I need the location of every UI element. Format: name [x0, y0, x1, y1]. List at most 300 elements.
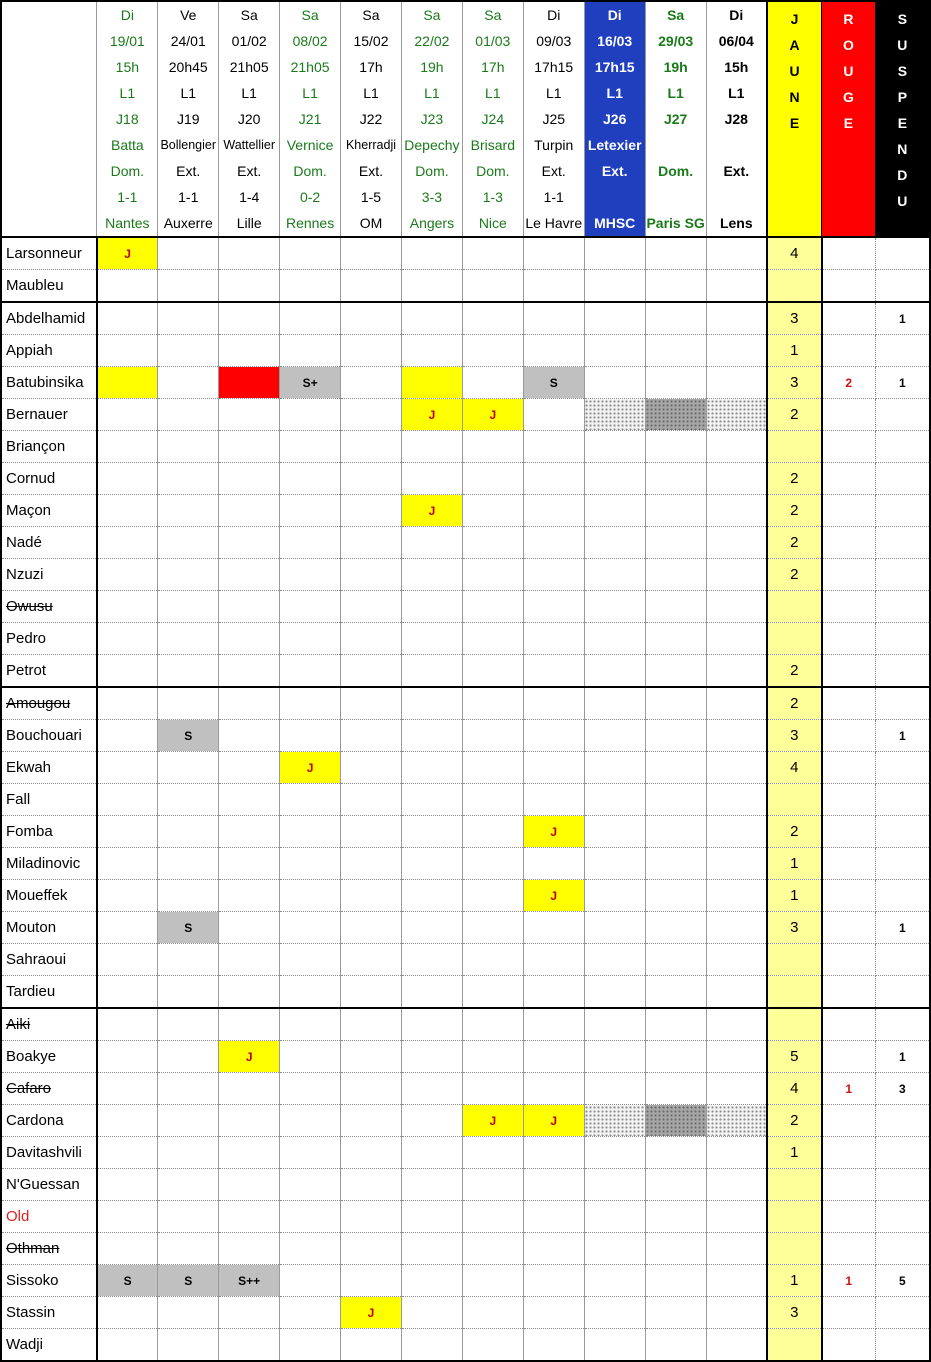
player-row [1, 976, 930, 1009]
card-cell [584, 1233, 645, 1265]
card-cell [341, 816, 402, 848]
suspension-count [875, 463, 930, 495]
player-row [1, 1105, 930, 1137]
card-cell [280, 431, 341, 463]
card-cell [158, 1137, 219, 1169]
card-cell [401, 302, 462, 335]
card-cell: J [462, 399, 523, 431]
card-cell [706, 976, 767, 1009]
card-cell [523, 1297, 584, 1329]
match-comp: L1 [401, 80, 462, 106]
player-row [1, 1265, 930, 1297]
match-time: 17h15 [584, 54, 645, 80]
player-row [1, 1329, 930, 1362]
player-name: Petrot [1, 655, 97, 688]
card-cell [341, 655, 402, 688]
card-cell [280, 1265, 341, 1297]
suspension-count: 1 [875, 1041, 930, 1073]
match-comp: L1 [584, 80, 645, 106]
match-venue: Ext. [158, 158, 219, 184]
card-cell [584, 237, 645, 270]
card-cell [523, 591, 584, 623]
card-cell [584, 752, 645, 784]
card-cell [158, 816, 219, 848]
card-cell [645, 463, 706, 495]
card-cell [401, 623, 462, 655]
card-cell [341, 784, 402, 816]
card-cell [645, 399, 706, 431]
card-cell [341, 527, 402, 559]
card-cell [219, 527, 280, 559]
card-cell [401, 784, 462, 816]
rouge-column-header-letter: U [843, 63, 854, 79]
card-cell [341, 399, 402, 431]
card-cell [523, 848, 584, 880]
jaune-count [767, 944, 822, 976]
player-name: Fall [1, 784, 97, 816]
card-cell [97, 976, 158, 1009]
card-cell [219, 463, 280, 495]
card-cell [341, 944, 402, 976]
rouge-count [822, 1137, 876, 1169]
rouge-count [822, 1201, 876, 1233]
card-cell [523, 495, 584, 527]
player-name: Mouton [1, 912, 97, 944]
rouge-count [822, 784, 876, 816]
card-cell [280, 302, 341, 335]
card-cell [401, 1297, 462, 1329]
card-cell [158, 1073, 219, 1105]
match-referee: Brisard [462, 132, 523, 158]
card-cell [341, 367, 402, 399]
match-referee: Batta [97, 132, 158, 158]
card-cell [645, 687, 706, 720]
card-cell [401, 976, 462, 1009]
match-date: 09/03 [523, 28, 584, 54]
card-cell [523, 1265, 584, 1297]
card-cell [645, 976, 706, 1009]
card-cell [401, 1233, 462, 1265]
card-cell [462, 591, 523, 623]
card-cell [280, 912, 341, 944]
card-cell [219, 784, 280, 816]
jaune-count: 2 [767, 463, 822, 495]
match-day: Di [706, 1, 767, 28]
card-cell [219, 976, 280, 1009]
rouge-count [822, 944, 876, 976]
match-venue: Ext. [706, 158, 767, 184]
match-comp: L1 [462, 80, 523, 106]
jaune-count: 3 [767, 912, 822, 944]
rouge-count [822, 1008, 876, 1041]
card-cell [158, 623, 219, 655]
rouge-count [822, 527, 876, 559]
card-cell [462, 1041, 523, 1073]
card-cell [97, 880, 158, 912]
rouge-count [822, 1169, 876, 1201]
player-row [1, 912, 930, 944]
card-cell [706, 463, 767, 495]
card-cell [462, 784, 523, 816]
card-cell [219, 687, 280, 720]
player-row [1, 335, 930, 367]
player-name: Ekwah [1, 752, 97, 784]
card-cell [706, 431, 767, 463]
card-cell [219, 335, 280, 367]
card-cell [584, 1329, 645, 1362]
card-cell [401, 559, 462, 591]
card-cell [645, 1105, 706, 1137]
card-cell [401, 367, 462, 399]
card-cell [341, 1105, 402, 1137]
card-cell: J [401, 495, 462, 527]
jaune-count [767, 1233, 822, 1265]
player-name: Old [1, 1201, 97, 1233]
card-cell [97, 1041, 158, 1073]
suspension-count [875, 944, 930, 976]
card-cell [280, 270, 341, 303]
match-date: 01/03 [462, 28, 523, 54]
card-cell [401, 848, 462, 880]
player-row [1, 270, 930, 303]
match-venue: Ext. [341, 158, 402, 184]
jaune-count [767, 976, 822, 1009]
card-cell [584, 463, 645, 495]
player-name: N'Guessan [1, 1169, 97, 1201]
card-cell [97, 302, 158, 335]
match-round: J21 [280, 106, 341, 132]
card-cell [158, 527, 219, 559]
player-name: Pedro [1, 623, 97, 655]
match-round: J18 [97, 106, 158, 132]
card-cell [584, 1137, 645, 1169]
rouge-count [822, 816, 876, 848]
card-cell [97, 559, 158, 591]
card-cell [280, 1201, 341, 1233]
card-cell: S [158, 720, 219, 752]
card-cell [462, 752, 523, 784]
match-date: 22/02 [401, 28, 462, 54]
card-cell: J [401, 399, 462, 431]
card-cell [706, 591, 767, 623]
card-cell [401, 1008, 462, 1041]
card-cell [341, 1265, 402, 1297]
card-cell [97, 1169, 158, 1201]
jaune-count: 1 [767, 1137, 822, 1169]
card-cell [645, 816, 706, 848]
card-cell [584, 1105, 645, 1137]
card-cell [645, 720, 706, 752]
card-cell [523, 1008, 584, 1041]
card-cell [706, 527, 767, 559]
card-cell [584, 495, 645, 527]
card-cell [523, 237, 584, 270]
rouge-count [822, 976, 876, 1009]
match-date: 15/02 [341, 28, 402, 54]
suspendu-column-header-letter: S [897, 63, 908, 79]
rouge-column-header-letter: O [842, 37, 854, 53]
jaune-count: 4 [767, 237, 822, 270]
card-cell [97, 1008, 158, 1041]
match-comp: L1 [280, 80, 341, 106]
card-cell [280, 1137, 341, 1169]
card-cell [158, 1297, 219, 1329]
card-cell [219, 431, 280, 463]
card-cell [523, 1137, 584, 1169]
card-cell [219, 1201, 280, 1233]
suspension-count [875, 1137, 930, 1169]
card-cell [97, 270, 158, 303]
jaune-count: 2 [767, 495, 822, 527]
card-cell [97, 463, 158, 495]
card-cell [219, 655, 280, 688]
match-round: J24 [462, 106, 523, 132]
rouge-count [822, 495, 876, 527]
card-cell [401, 335, 462, 367]
suspension-count [875, 1105, 930, 1137]
jaune-count: 1 [767, 880, 822, 912]
card-cell [523, 687, 584, 720]
match-time: 17h15 [523, 54, 584, 80]
player-name: Briançon [1, 431, 97, 463]
player-name: Appiah [1, 335, 97, 367]
player-row [1, 431, 930, 463]
card-cell [706, 623, 767, 655]
rouge-count [822, 880, 876, 912]
card-cell [401, 1329, 462, 1362]
card-cell [523, 1073, 584, 1105]
suspension-count [875, 399, 930, 431]
card-cell [219, 367, 280, 399]
card-cell [706, 848, 767, 880]
card-cell [706, 784, 767, 816]
card-cell [462, 1329, 523, 1362]
card-cell [523, 752, 584, 784]
card-cell [645, 623, 706, 655]
suspension-count [875, 752, 930, 784]
player-row [1, 1041, 930, 1073]
card-cell [462, 527, 523, 559]
card-cell [462, 1297, 523, 1329]
jaune-count: 2 [767, 816, 822, 848]
card-cell [280, 527, 341, 559]
match-time: 21h05 [280, 54, 341, 80]
card-cell [341, 752, 402, 784]
card-cell [401, 816, 462, 848]
match-score: 1-1 [523, 184, 584, 210]
card-cell [462, 302, 523, 335]
card-cell [341, 1008, 402, 1041]
jaune-count [767, 591, 822, 623]
card-cell [706, 367, 767, 399]
match-round: J28 [706, 106, 767, 132]
player-name: Fomba [1, 816, 97, 848]
match-score: 1-5 [341, 184, 402, 210]
card-cell [462, 335, 523, 367]
card-cell: J [97, 237, 158, 270]
card-cell [523, 1233, 584, 1265]
card-cell [219, 495, 280, 527]
card-cell [706, 655, 767, 688]
suspension-count [875, 687, 930, 720]
match-date: 29/03 [645, 28, 706, 54]
card-cell [462, 720, 523, 752]
card-cell [706, 752, 767, 784]
card-cell [219, 816, 280, 848]
player-row [1, 1201, 930, 1233]
player-row [1, 944, 930, 976]
card-cell [462, 1008, 523, 1041]
rouge-count [822, 848, 876, 880]
player-name: Aiki [1, 1008, 97, 1041]
jaune-count: 2 [767, 527, 822, 559]
card-cell [97, 1201, 158, 1233]
card-cell [523, 912, 584, 944]
card-cell [158, 1169, 219, 1201]
card-cell [584, 976, 645, 1009]
player-row [1, 752, 930, 784]
card-cell [280, 623, 341, 655]
player-name: Nadé [1, 527, 97, 559]
card-cell [523, 1329, 584, 1362]
card-cell [97, 591, 158, 623]
card-cell [341, 1329, 402, 1362]
match-day: Di [584, 1, 645, 28]
match-venue: Dom. [97, 158, 158, 184]
card-cell [645, 880, 706, 912]
card-cell [462, 944, 523, 976]
card-cell [523, 623, 584, 655]
card-cell [401, 591, 462, 623]
card-cell [706, 302, 767, 335]
match-day: Di [97, 1, 158, 28]
match-score: 1-1 [97, 184, 158, 210]
rouge-count [822, 1041, 876, 1073]
suspension-count [875, 591, 930, 623]
match-opponent: Angers [401, 210, 462, 237]
card-cell [462, 1265, 523, 1297]
card-cell [645, 1008, 706, 1041]
card-cell [97, 527, 158, 559]
card-cell [523, 976, 584, 1009]
card-cell [706, 1265, 767, 1297]
match-day: Ve [158, 1, 219, 28]
rouge-count [822, 1297, 876, 1329]
suspendu-column-header-letter: N [897, 141, 908, 157]
match-venue: Dom. [462, 158, 523, 184]
suspension-count [875, 495, 930, 527]
card-cell [645, 1233, 706, 1265]
card-cell [219, 720, 280, 752]
card-cell [584, 1073, 645, 1105]
suspension-count [875, 848, 930, 880]
card-cell [219, 1137, 280, 1169]
jaune-count: 1 [767, 848, 822, 880]
card-cell [341, 591, 402, 623]
jaune-count [767, 431, 822, 463]
match-time: 17h [462, 54, 523, 80]
card-cell [341, 431, 402, 463]
match-comp: L1 [523, 80, 584, 106]
match-comp: L1 [158, 80, 219, 106]
jaune-count: 3 [767, 302, 822, 335]
card-cell [158, 944, 219, 976]
jaune-count: 5 [767, 1041, 822, 1073]
card-cell [97, 1233, 158, 1265]
card-cell [158, 399, 219, 431]
match-referee: Wattellier [219, 132, 280, 158]
card-cell [280, 655, 341, 688]
card-cell [584, 591, 645, 623]
card-cell [158, 655, 219, 688]
card-cell [341, 623, 402, 655]
card-cell [584, 880, 645, 912]
rouge-count [822, 399, 876, 431]
card-cell [401, 687, 462, 720]
suspendu-column-header-letter: U [897, 193, 908, 209]
player-name: Cardona [1, 1105, 97, 1137]
card-cell [645, 1297, 706, 1329]
jaune-count: 1 [767, 335, 822, 367]
player-name: Miladinovic [1, 848, 97, 880]
card-cell [158, 848, 219, 880]
card-cell [219, 591, 280, 623]
card-cell [523, 399, 584, 431]
player-row [1, 1008, 930, 1041]
rouge-count [822, 237, 876, 270]
suspension-count [875, 335, 930, 367]
player-name: Sahraoui [1, 944, 97, 976]
suspension-count [875, 1201, 930, 1233]
card-cell [401, 1201, 462, 1233]
match-comp: L1 [219, 80, 280, 106]
card-cell [645, 1329, 706, 1362]
card-cell [158, 1329, 219, 1362]
card-cell [219, 559, 280, 591]
card-cell [462, 1233, 523, 1265]
card-cell [462, 270, 523, 303]
card-cell [280, 1041, 341, 1073]
player-row [1, 720, 930, 752]
card-cell [462, 237, 523, 270]
card-cell [158, 687, 219, 720]
card-cell [645, 944, 706, 976]
card-cell [584, 1008, 645, 1041]
player-row [1, 1297, 930, 1329]
player-row [1, 367, 930, 399]
card-cell [341, 335, 402, 367]
card-cell: J [462, 1105, 523, 1137]
suspension-count: 1 [875, 302, 930, 335]
match-score: 0-2 [280, 184, 341, 210]
card-cell [280, 1297, 341, 1329]
card-cell [219, 1233, 280, 1265]
card-cell [645, 848, 706, 880]
match-score [645, 184, 706, 210]
jaune-count: 3 [767, 367, 822, 399]
card-cell [401, 1137, 462, 1169]
card-cell [97, 655, 158, 688]
player-name: Batubinsika [1, 367, 97, 399]
card-cell [462, 559, 523, 591]
card-cell [462, 1169, 523, 1201]
match-opponent: Lille [219, 210, 280, 237]
card-cell [219, 237, 280, 270]
card-cell [645, 752, 706, 784]
card-cell [584, 270, 645, 303]
card-cell [706, 399, 767, 431]
suspension-count [875, 880, 930, 912]
